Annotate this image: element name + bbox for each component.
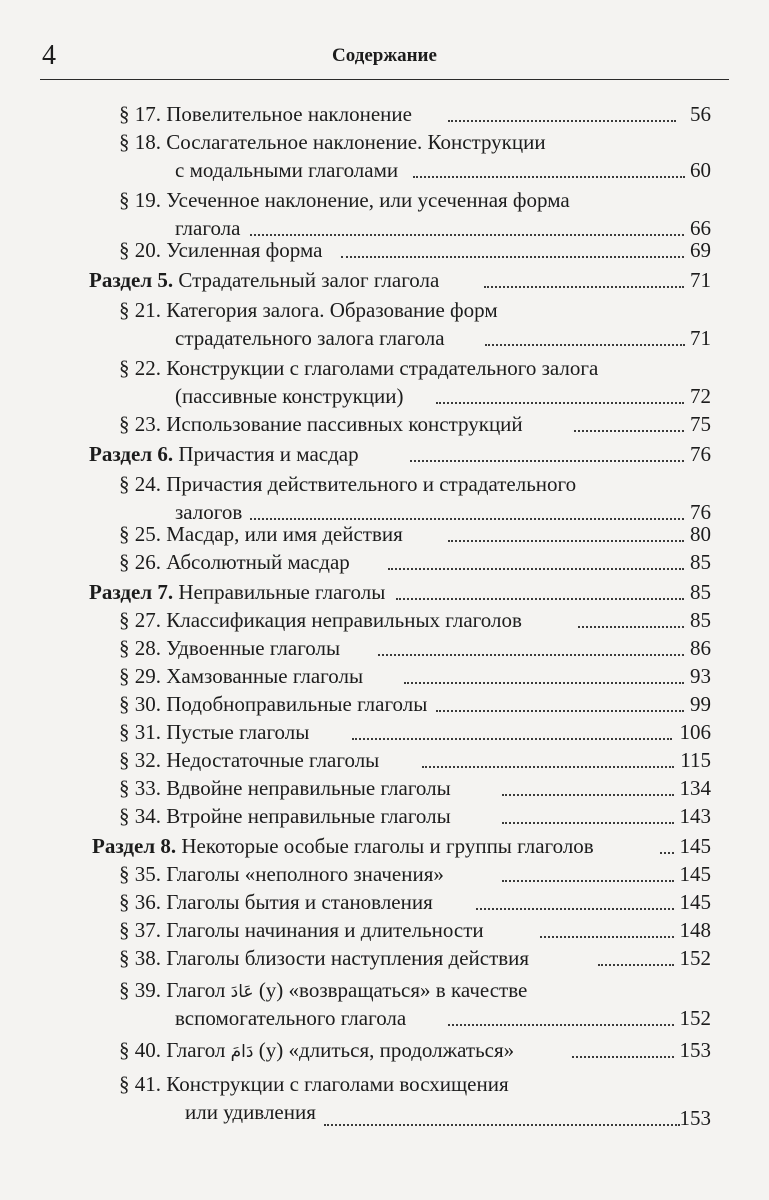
- toc-entry-label: § 34. Втройне неправильные глаголы: [119, 804, 451, 828]
- toc-page-number: 153: [679, 1106, 711, 1130]
- toc-page-number: 86: [690, 636, 711, 660]
- toc-section-heading: [89, 440, 359, 468]
- toc-page-number: 60: [690, 158, 711, 182]
- toc-entry-label: § 17. Повелительное наклонение: [119, 102, 412, 126]
- toc-entry-label: § 19. Усеченное наклонение, или усеченная форма: [119, 188, 570, 212]
- page-number: 4: [42, 40, 56, 71]
- leader-dots: [436, 710, 684, 712]
- section-number: Раздел 7.: [89, 580, 174, 604]
- toc-page-number: 76: [690, 500, 711, 524]
- toc-page-number: 71: [690, 326, 711, 350]
- toc-entry-label: § 22. Конструкции с глаголами страдательного залога: [119, 356, 599, 380]
- toc-entry-label: § 37. Глаголы начинания и длительности: [119, 918, 484, 942]
- toc-entry-label: § 21. Категория залога. Образование форм: [119, 298, 498, 322]
- toc-entry-label: § 38. Глаголы близости наступления действия: [119, 946, 530, 970]
- toc-entry-continuation: или удивления: [185, 1100, 316, 1124]
- toc-section-heading: [89, 266, 439, 294]
- toc-entry-label: § 41. Конструкции с глаголами восхищения: [119, 1072, 509, 1096]
- running-head-title: Содержание: [332, 45, 437, 66]
- leader-dots: [476, 908, 674, 910]
- toc-entry-label: § 28. Удвоенные глаголы: [119, 636, 341, 660]
- toc-entry-continuation: страдательного залога глагола: [175, 326, 445, 350]
- section-title: Страдательный залог глагола: [173, 268, 440, 292]
- toc-entry-continuation: с модальными глаголами: [175, 158, 399, 182]
- leader-dots: [352, 738, 672, 740]
- leader-dots: [485, 344, 685, 346]
- toc-page-number: 152: [679, 946, 711, 970]
- toc-entry-label: § 31. Пустые глаголы: [119, 720, 310, 744]
- toc-page-number: 71: [690, 268, 711, 292]
- leader-dots: [378, 654, 684, 656]
- leader-dots: [484, 286, 684, 288]
- toc-page-number: 85: [690, 580, 711, 604]
- leader-dots: [422, 766, 674, 768]
- section-number: Раздел 6.: [89, 442, 174, 466]
- toc-page-number: 85: [690, 550, 711, 574]
- toc-page-number: 99: [690, 692, 711, 716]
- toc-page-number: 134: [679, 776, 711, 800]
- leader-dots: [448, 540, 684, 542]
- toc-page-number: 148: [679, 918, 711, 942]
- leader-dots: [413, 176, 685, 178]
- section-number: Раздел 5.: [89, 268, 174, 292]
- toc-page-number: 72: [690, 384, 711, 408]
- toc-page-number: 145: [679, 890, 711, 914]
- leader-dots: [324, 1124, 680, 1126]
- leader-dots: [540, 936, 674, 938]
- toc-page-number: 75: [690, 412, 711, 436]
- toc-page-number: 145: [679, 862, 711, 886]
- leader-dots: [572, 1056, 674, 1058]
- toc-page-number: 56: [690, 102, 711, 126]
- leader-dots: [404, 682, 684, 684]
- entry-text-part: § 40. Глагол: [119, 1038, 231, 1062]
- toc-entry-label: § 32. Недостаточные глаголы: [119, 748, 380, 772]
- leader-dots: [341, 256, 684, 258]
- toc-entry-label: § 23. Использование пассивных конструкций: [119, 412, 523, 436]
- leader-dots: [574, 430, 684, 432]
- leader-dots: [396, 598, 684, 600]
- leader-dots: [502, 822, 674, 824]
- leader-dots: [598, 964, 674, 966]
- toc-entry-continuation: вспомогательного глагола: [175, 1006, 407, 1030]
- section-title: Причастия и масдар: [173, 442, 359, 466]
- toc-section-heading: [92, 832, 594, 860]
- toc-entry-label: § 30. Подобноправильные глаголы: [119, 692, 428, 716]
- arabic-verb: عَادَ: [230, 982, 254, 1002]
- toc-entry-label: § 27. Классификация неправильных глаголов: [119, 608, 522, 632]
- toc-page-number: 145: [679, 834, 711, 858]
- toc-entry-continuation: залогов: [175, 500, 243, 524]
- toc-page-number: 153: [679, 1038, 711, 1062]
- toc-page-number: 76: [690, 442, 711, 466]
- toc-page-number: 69: [690, 238, 711, 262]
- leader-dots: [448, 120, 676, 122]
- entry-text-part: (у) «возвращаться» в качестве: [253, 978, 528, 1002]
- toc-entry-label: § 24. Причастия действительного и страдательного: [119, 472, 577, 496]
- toc-entry-label: § 25. Масдар, или имя действия: [119, 522, 403, 546]
- leader-dots: [448, 1024, 674, 1026]
- toc-entry-label: [119, 976, 527, 1006]
- toc-entry-label: § 29. Хамзованные глаголы: [119, 664, 364, 688]
- leader-dots: [410, 460, 684, 462]
- leader-dots: [660, 852, 674, 854]
- leader-dots: [502, 794, 674, 796]
- section-title: Некоторые особые глаголы и группы глаголов: [176, 834, 594, 858]
- entry-text-part: § 39. Глагол: [119, 978, 231, 1002]
- toc-entry-label: § 35. Глаголы «неполного значения»: [119, 862, 444, 886]
- leader-dots: [436, 402, 684, 404]
- toc-page-number: 66: [690, 216, 711, 240]
- toc-entry-label: § 33. Вдвойне неправильные глаголы: [119, 776, 451, 800]
- section-number: Раздел 8.: [92, 834, 177, 858]
- toc-page-number: 115: [680, 748, 711, 772]
- toc-entry-continuation: глагола: [175, 216, 241, 240]
- leader-dots: [502, 880, 674, 882]
- toc-entry-label: § 18. Сослагательное наклонение. Конструкции: [119, 130, 546, 154]
- leader-dots: [388, 568, 684, 570]
- toc-entry-continuation: (пассивные конструкции): [175, 384, 404, 408]
- toc-page-number: 106: [679, 720, 711, 744]
- arabic-verb: دَامَ: [230, 1042, 254, 1062]
- toc-page-number: 80: [690, 522, 711, 546]
- entry-text-part: (у) «длиться, продолжаться»: [253, 1038, 515, 1062]
- header-rule: [40, 79, 729, 80]
- toc-entry-label: § 20. Усиленная форма: [119, 238, 323, 262]
- leader-dots: [578, 626, 684, 628]
- toc-entry-label: § 26. Абсолютный масдар: [119, 550, 350, 574]
- toc-page-number: 93: [690, 664, 711, 688]
- toc-page-number: 152: [679, 1006, 711, 1030]
- toc-entry-label: [119, 1036, 514, 1066]
- toc-page-number: 143: [679, 804, 711, 828]
- section-title: Неправильные глаголы: [173, 580, 386, 604]
- toc-section-heading: [89, 578, 385, 606]
- toc-entry-label: § 36. Глаголы бытия и становления: [119, 890, 433, 914]
- toc-page-number: 85: [690, 608, 711, 632]
